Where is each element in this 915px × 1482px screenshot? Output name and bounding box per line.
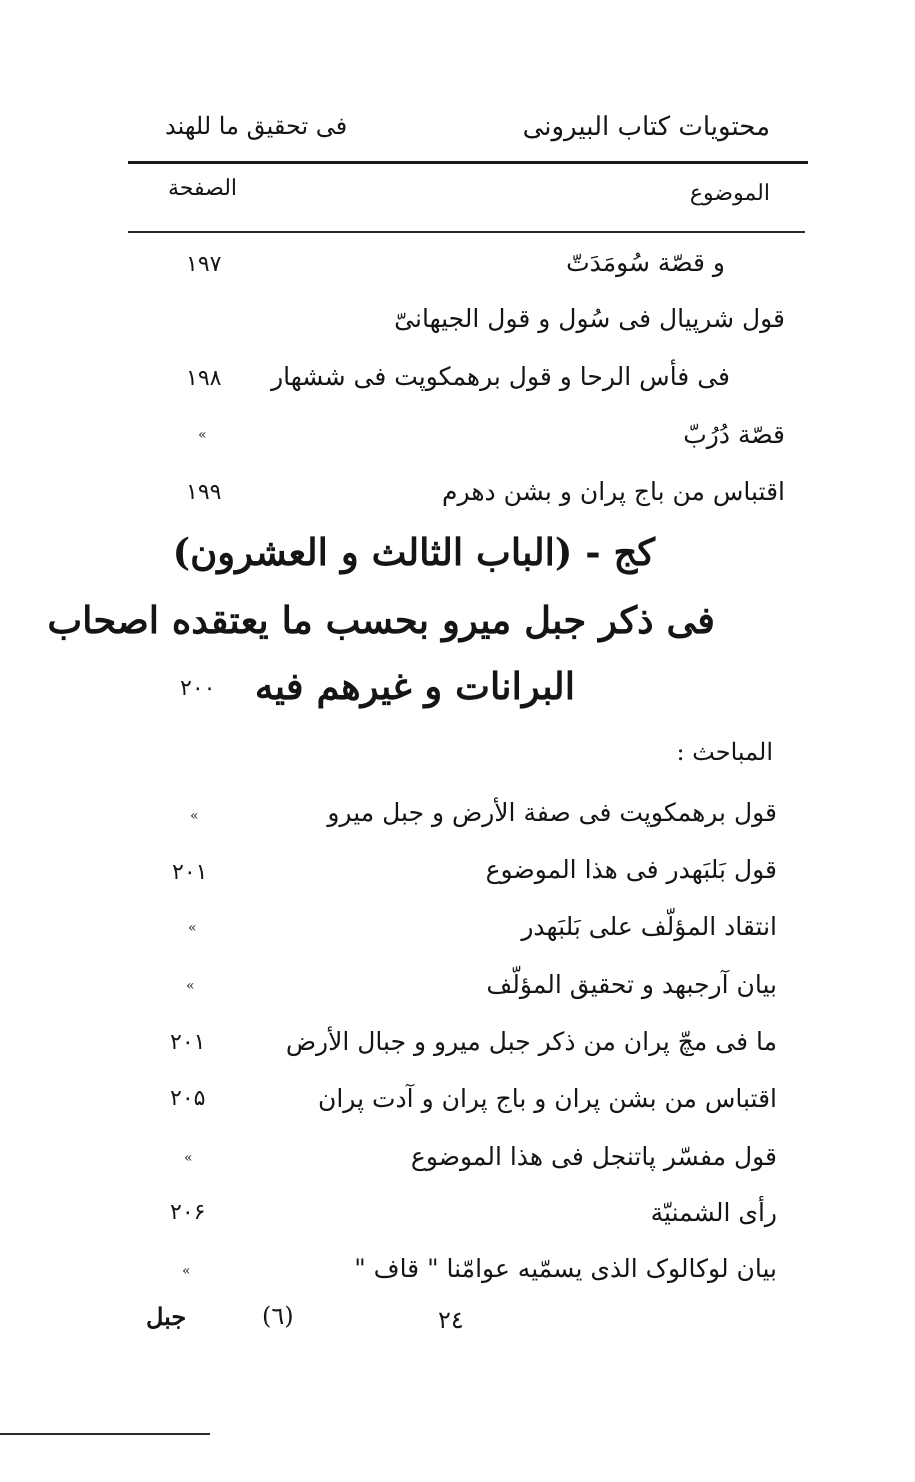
toc-entry-topic: رأی الشمنیّة: [650, 1198, 777, 1227]
toc-entry-topic: فی فأس الرحا و قول برهمکوپت فی ششهار: [271, 362, 730, 391]
column-heading-rule: [128, 231, 805, 233]
running-head-right: محتویات کتاب البیرونی: [522, 112, 770, 142]
chapter-page: ۲۰۰: [180, 676, 216, 701]
toc-entry-topic: ما فی مچّ پران من ذکر جبل میرو و جبال الأرض: [285, 1027, 777, 1056]
toc-entry-page: ۲۰۵: [170, 1086, 206, 1111]
topics-label: المباحث :: [676, 738, 773, 766]
toc-entry-page-ditto: »: [190, 808, 199, 824]
chapter-subtitle-line-1: فی ذکر جبل میرو بحسب ما یعتقده اصحاب: [47, 598, 715, 642]
toc-entry-page: ۱۹۷: [186, 252, 222, 277]
toc-entry-topic: قول بَلبَهدر فی هذا الموضوع: [485, 855, 777, 884]
toc-entry-topic: انتقاد المؤلّف علی بَلبَهدر: [521, 912, 777, 941]
catchword: جبل: [146, 1302, 187, 1331]
toc-entry-topic: قول شرپیال فی سُول و قول الجیهانیّ: [394, 304, 785, 333]
page-number: ۲٤: [438, 1306, 464, 1334]
signature-mark: (٦): [262, 1302, 294, 1330]
toc-entry-page-ditto: »: [184, 1150, 193, 1166]
toc-entry-page-ditto: »: [186, 978, 195, 994]
toc-entry-page: ۲۰۶: [170, 1200, 206, 1225]
toc-entry-page-ditto: »: [182, 1263, 191, 1279]
header-rule: [128, 161, 808, 164]
toc-entry-page: ۲۰۱: [172, 860, 208, 885]
running-head-left: فی تحقیق ما للهند: [165, 112, 348, 140]
column-heading-page: الصفحة: [168, 176, 238, 201]
toc-entry-topic: قول برهمکوپت فی صفة الأرض و جبل میرو: [327, 798, 777, 827]
toc-entry-topic: بیان آرجبهد و تحقیق المؤلّف: [486, 970, 777, 999]
toc-entry-page-ditto: »: [198, 427, 207, 443]
toc-entry-topic: قصّة دُرُبّ: [683, 420, 785, 449]
toc-entry-topic: اقتباس من بشن پران و باج پران و آدت پران: [318, 1084, 777, 1113]
toc-entry-topic: و قصّة سُومَدَتّ: [566, 248, 725, 277]
toc-entry-topic: اقتباس من باج پران و بشن دهرم: [442, 477, 785, 506]
column-heading-topic: الموضوع: [689, 181, 770, 206]
toc-entry-page: ۲۰۱: [170, 1030, 206, 1055]
chapter-subtitle-line-2: البرانات و غیرهم فیه: [254, 664, 575, 708]
toc-entry-page-ditto: »: [188, 920, 197, 936]
bottom-edge-line: [0, 1433, 210, 1435]
chapter-title: کج - (الباب الثالث و العشرون): [172, 530, 655, 574]
toc-entry-page: ۱۹۹: [186, 480, 222, 505]
toc-entry-topic: بیان لوکالوک الذی یسمّیه عوامّنا " قاف ": [354, 1254, 777, 1283]
toc-entry-page: ۱۹۸: [186, 366, 222, 391]
toc-entry-topic: قول مفسّر پاتنجل فی هذا الموضوع: [410, 1142, 777, 1171]
